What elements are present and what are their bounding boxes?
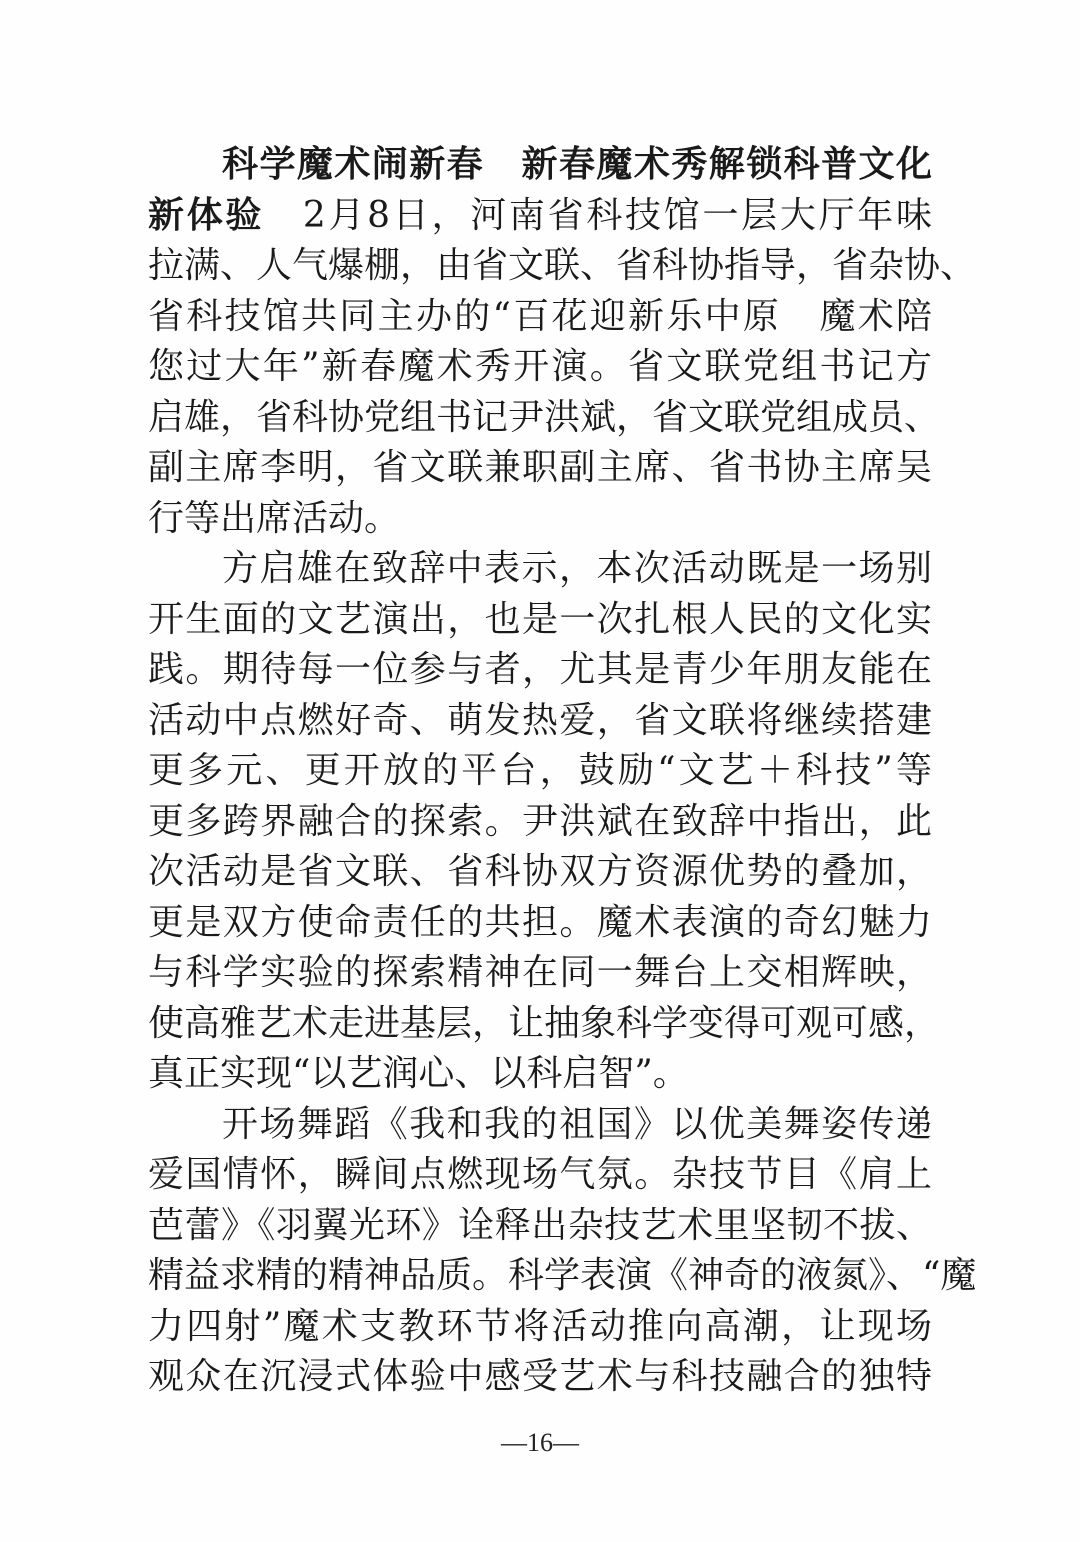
text-line: 启雄，省科协党组书记尹洪斌，省文联党组成员、 bbox=[148, 396, 941, 438]
page-number: —16— bbox=[501, 1428, 579, 1457]
text-line: 副主席李明，省文联兼职副主席、省书协主席吴 bbox=[148, 447, 932, 488]
article-body bbox=[148, 140, 977, 1403]
text-line: 行等出席活动。 bbox=[148, 497, 401, 539]
text-line bbox=[148, 191, 932, 242]
text-line: 观众在沉浸式体验中感受艺术与科技融合的独特 bbox=[148, 1356, 932, 1397]
text-line: 更多元、更开放的平台，鼓励“文艺＋科技”等 bbox=[148, 750, 932, 791]
text-line: 践。期待每一位参与者，尤其是青少年朋友能在 bbox=[148, 649, 932, 690]
text-line: 活动中点燃好奇、萌发热爱，省文联将继续搭建 bbox=[148, 699, 932, 741]
text-line: 更多跨界融合的探索。尹洪斌在致辞中指出，此 bbox=[148, 800, 932, 842]
text-line: 芭蕾》《羽翼光环》诠释出杂技艺术里坚韧不拔、 bbox=[148, 1204, 932, 1246]
text-line: 力四射”魔术支教环节将活动推向高潮，让现场 bbox=[148, 1305, 932, 1347]
text-segment: 2月8日，河南省科技馆一层大厅年味 bbox=[264, 194, 932, 236]
text-line: 开场舞蹈《我和我的祖国》以优美舞姿传递 bbox=[222, 1103, 932, 1145]
text-line: 拉满、人气爆棚，由省文联、省科协指导，省杂协、 bbox=[148, 245, 977, 286]
heading-line bbox=[148, 140, 932, 191]
text-line: 省科技馆共同主办的“百花迎新乐中原 魔术陪 bbox=[148, 295, 932, 337]
article-heading-part-2: 新体验 bbox=[148, 194, 265, 236]
text-line: 使高雅艺术走进基层，让抽象科学变得可观可感， bbox=[148, 1002, 941, 1044]
text-line: 真正实现“以艺润心、以科启智”。 bbox=[148, 1053, 689, 1094]
text-line: 爱国情怀，瞬间点燃现场气氛。杂技节目《肩上 bbox=[148, 1154, 932, 1195]
text-line: 方启雄在致辞中表示，本次活动既是一场别 bbox=[222, 548, 932, 589]
text-line: 精益求精的精神品质。科学表演《神奇的液氮》、“魔 bbox=[148, 1255, 977, 1296]
text-line: 您过大年”新春魔术秀开演。省文联党组书记方 bbox=[148, 346, 932, 387]
article-heading-part-1: 科学魔术闹新春 新春魔术秀解锁科普文化 bbox=[222, 144, 932, 185]
text-line: 更是双方使命责任的共担。魔术表演的奇幻魅力 bbox=[148, 901, 932, 943]
text-line: 开生面的文艺演出，也是一次扎根人民的文化实 bbox=[148, 598, 932, 640]
text-line: 次活动是省文联、省科协双方资源优势的叠加， bbox=[148, 851, 932, 892]
text-line: 与科学实验的探索精神在同一舞台上交相辉映， bbox=[148, 952, 932, 993]
